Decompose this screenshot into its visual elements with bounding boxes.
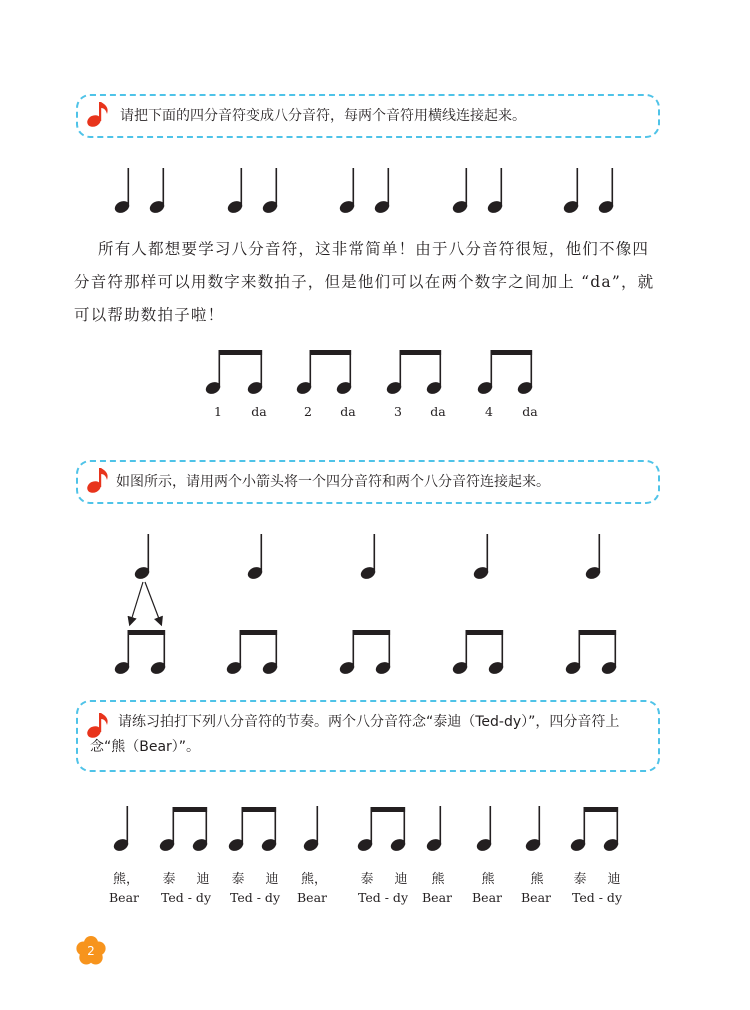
count-label: da bbox=[340, 404, 356, 419]
count-label: da bbox=[251, 404, 267, 419]
page-number: 2 bbox=[87, 944, 95, 958]
rhythm-label-cn: 熊， bbox=[300, 872, 328, 887]
rhythm-label-cn: 熊， bbox=[112, 872, 140, 887]
rhythm-label-cn: 泰 bbox=[573, 872, 587, 887]
rhythm-label-en: Bear bbox=[471, 890, 503, 905]
beamed-eighth-pair bbox=[356, 807, 407, 853]
rhythm-label-en: Bear bbox=[296, 890, 328, 905]
rhythm-label-cn: 熊 bbox=[431, 872, 445, 887]
paragraph-line-1: 所有人都想要学习八分音符，这非常简单！由于八分音符很短，他们不像四 bbox=[98, 240, 650, 258]
rhythm-label-en: Ted - dy bbox=[572, 890, 622, 905]
count-label: da bbox=[430, 404, 446, 419]
rhythm-label-en: Bear bbox=[421, 890, 453, 905]
count-label: 3 bbox=[394, 404, 402, 419]
rhythm-label-cn: 熊 bbox=[530, 872, 544, 887]
beamed-eighth-pair bbox=[158, 807, 209, 853]
instruction-3-line-1: 请练习拍打下列八分音符的节奏。两个八分音符念“泰迪（Ted-dy）”，四分音符上 bbox=[118, 714, 620, 730]
instruction-text-1: 请把下面的四分音符变成八分音符，每两个音符用横线连接起来。 bbox=[120, 108, 526, 124]
rhythm-label-cn: 迪 bbox=[607, 872, 621, 887]
count-label: 4 bbox=[485, 404, 493, 419]
quarter-note bbox=[112, 806, 130, 853]
page-number-badge bbox=[76, 936, 106, 966]
rhythm-label-cn: 泰 bbox=[360, 872, 374, 887]
count-label: 1 bbox=[214, 404, 222, 419]
rhythm-label-cn: 迪 bbox=[394, 872, 408, 887]
rhythm-label-cn: 迪 bbox=[196, 872, 210, 887]
instruction-3-line-2: 念“熊（Bear）”。 bbox=[90, 739, 201, 755]
rhythm-label-cn: 泰 bbox=[162, 872, 176, 887]
beamed-eighth-pair bbox=[227, 807, 278, 853]
quarter-note bbox=[475, 806, 493, 853]
quarter-note bbox=[302, 806, 320, 853]
rhythm-label-en: Ted - dy bbox=[161, 890, 211, 905]
instruction-text-2: 如图所示，请用两个小箭头将一个四分音符和两个八分音符连接起来。 bbox=[116, 474, 550, 490]
rhythm-label-en: Bear bbox=[108, 890, 140, 905]
quarter-note bbox=[425, 806, 443, 853]
paragraph-line-3: 可以帮助数拍子啦！ bbox=[74, 306, 225, 324]
rhythm-label-cn: 泰 bbox=[231, 872, 245, 887]
rhythm-label-en: Ted - dy bbox=[358, 890, 408, 905]
rhythm-label-cn: 迪 bbox=[265, 872, 279, 887]
paragraph-line-2: 分音符那样可以用数字来数拍子，但是他们可以在两个数字之间加上 “da”，就 bbox=[74, 273, 655, 291]
quarter-note bbox=[524, 806, 542, 853]
count-label: da bbox=[522, 404, 538, 419]
count-label: 2 bbox=[304, 404, 312, 419]
rhythm-label-en: Ted - dy bbox=[230, 890, 280, 905]
beamed-eighth-pair bbox=[569, 807, 620, 853]
rhythm-label-en: Bear bbox=[520, 890, 552, 905]
rhythm-label-cn: 熊 bbox=[481, 872, 495, 887]
